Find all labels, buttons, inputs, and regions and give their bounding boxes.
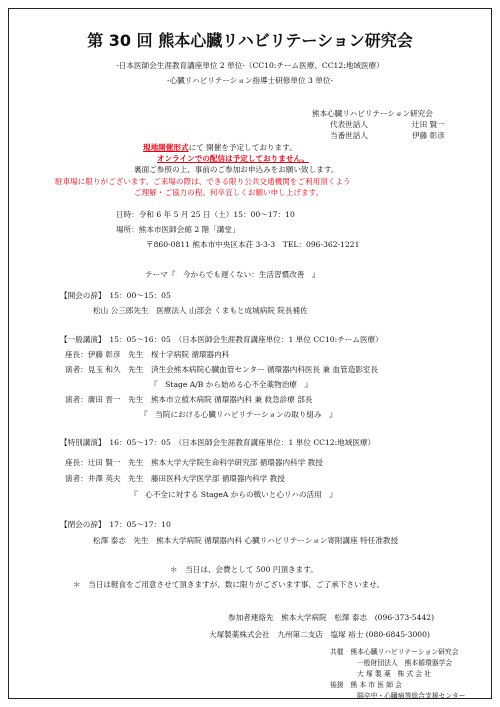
theme: テーマ『 今からでも遅くない：生活習慣改善 』 — [145, 270, 320, 279]
special-lecture-speaker: 演者：井澤 英夫 先生 藤田医科大学医学部 循環器内科学 教授 — [65, 474, 285, 483]
supporter-1: 後援 熊 本 市 医 師 会 — [330, 681, 402, 689]
event-address: 〒860-0811 熊本市中央区本荘 3-3-3 TEL：096-362-1221 — [146, 240, 360, 249]
closing-speaker: 松澤 泰志 先生 熊本大学病院 循環器内科 心臓リハビリテーション寄附講座 特任准教授 — [93, 536, 399, 545]
page-title: 第 30 回 熊本心臓リハビリテーション研究会 — [87, 31, 413, 50]
supporter-2: 脳卒中・心臓病等総合支援センター — [357, 692, 466, 700]
special-lecture-topic: 『 心不全に対する StageA からの戦いと心リハの活用 』 — [130, 490, 337, 499]
venue-mode: 現地開催形式 — [143, 143, 189, 152]
host-name: 伊藤 彰彦 — [412, 131, 445, 140]
representative-role: 代表世話人 — [330, 120, 368, 129]
opening-speaker: 松山 公三郎先生 医療法人 山部会 くまもと成城病院 院長補佐 — [93, 306, 308, 315]
representative-name: 辻田 賢一 — [412, 120, 445, 129]
special-lecture-chair: 座長：辻田 賢一 先生 熊本大学大学院生命科学研究部 循環器内科学 教授 — [65, 458, 323, 467]
general-lecture-speaker-1: 演者：見玉 和久 先生 済生会熊本病院心臓血管センター 循環器内科医長 兼 血管造影室長 — [65, 365, 379, 374]
subtitle-rehab-credits: -心臓リハビリテーション指導士研修単位 3 単位- — [167, 76, 333, 85]
online-notice: オンラインでの配信は予定しておりません。 — [157, 154, 310, 163]
cosponsor-1: 共催 熊本心臓リハビリテーション研究会 — [330, 648, 459, 656]
fee-note: ＊ 当日は、会費として 500 円頂きます。 — [170, 565, 318, 574]
venue-mode-rest: にて 開催を予定しております。 — [188, 143, 297, 152]
notice-line-3: 裏面ご参照の上、事前のご参加お申込みをお願い致します。 — [134, 165, 339, 174]
general-lecture-heading: 【一般講演】 15：05～16：05 （日本医師会生涯教育講座単位：1 単位 CC10:チーム医療） — [60, 335, 383, 344]
special-lecture-heading: 【特別講演】 16：05～17：05 （日本医師会生涯教育講座単位：1 単位 CC12:地域医療） — [60, 438, 376, 447]
event-datetime: 日時：令和 6 年 5 月 25 日（土）15：00～17：10 — [116, 210, 295, 219]
meal-note: ＊ 当日は軽食をご用意させて頂きますが、数に限りがございます事、ご了承下さいませ。 — [73, 580, 385, 589]
subtitle-cme-credits: -日本医師会生涯教育講座単位 2 単位-（CC10:チーム医療、CC12:地域医療） — [116, 61, 384, 70]
parking-notice-2: ご理解・ご協力の程、何卒宜しくお願い申し上げます。 — [134, 188, 324, 197]
contact-participant: 参加者連絡先 熊本大学病院 松澤 泰志 (096-373-5442) — [228, 613, 435, 622]
cosponsor-2: 一般財団法人 熊本循環器学会 — [357, 659, 453, 667]
opening-heading: 【開会の辞】 15：00～15：05 — [60, 291, 171, 300]
general-lecture-speaker-2: 演者：廣田 晋一 先生 熊本市立植木病院 循環器内科 兼 救急診療 部長 — [65, 395, 313, 404]
notice-line-1 — [143, 143, 297, 153]
contact-otsuka: 大塚製薬株式会社 九州第二支店 塩塚 裕士 (080-6845-3000) — [209, 630, 430, 639]
general-lecture-topic-1: 『 Stage A/B から始める心不全薬物治療 』 — [150, 380, 313, 389]
closing-heading: 【閉会の辞】 17：05～17：10 — [60, 520, 171, 529]
general-lecture-chair: 座長：伊藤 彰彦 先生 桜十字病院 循環器内科 — [65, 350, 230, 359]
general-lecture-topic-2: 『 当院における心臓リハビリテーションの取り組み 』 — [140, 410, 337, 419]
cosponsor-3: 大 塚 製 薬 株 式 会 社 — [357, 670, 432, 678]
parking-notice-1: 駐車場に限りがございます。ご来場の際は、できる限り公共交通機関をご利用頂くよう — [55, 177, 351, 186]
event-place: 場所：熊本市医師会館 2 階「講堂」 — [116, 225, 240, 234]
host-role: 当番世話人 — [330, 131, 368, 140]
organizer-name: 熊本心臓リハビリテーション研究会 — [312, 109, 433, 118]
